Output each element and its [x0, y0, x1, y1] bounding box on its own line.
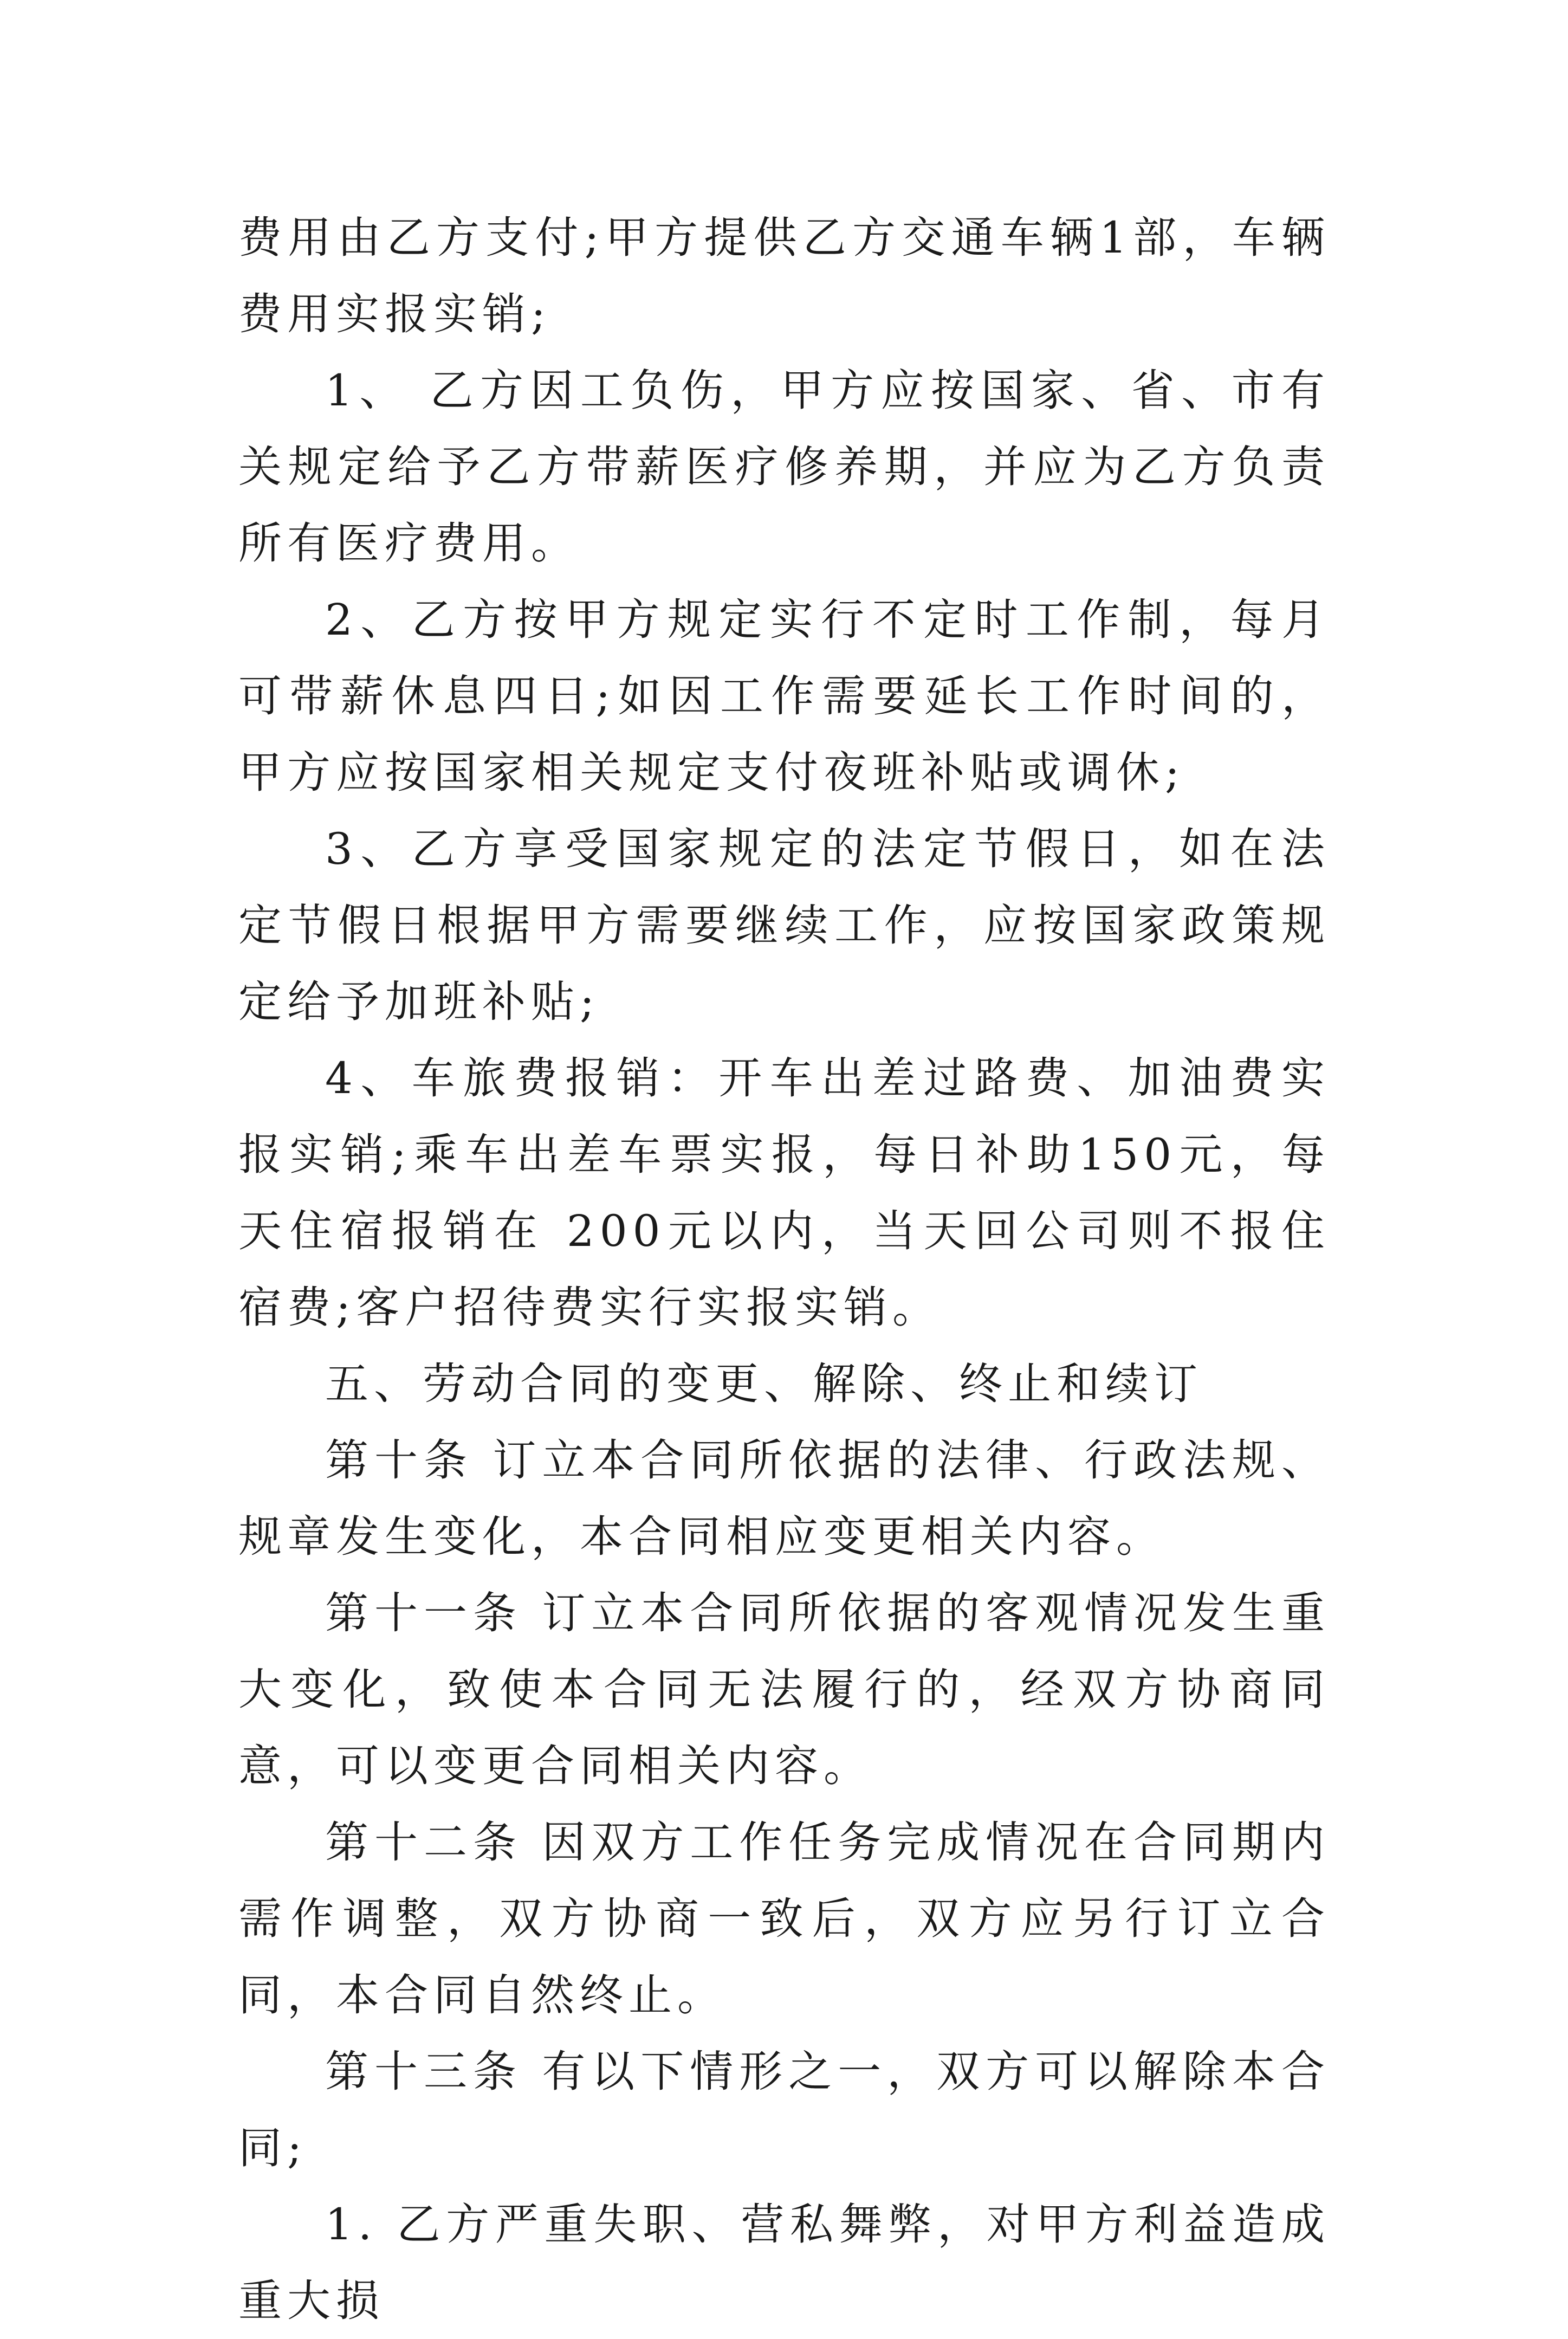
article-13-item-1: 1. 乙方严重失职、营私舞弊，对甲方利益造成重大损 — [238, 2199, 1330, 2326]
paragraph-item-3: 3、乙方享受国家规定的法定节假日，如在法定节假日根据甲方需要继续工作，应按国家政策规定给予加班补贴; — [238, 824, 1330, 1027]
article-12: 第十二条 因双方工作任务完成情况在合同期内需作调整，双方协商一致后，双方应另行订立合同，本合同自然终止。 — [238, 1817, 1330, 2020]
document-body — [238, 199, 1330, 2339]
section-heading-5: 五、劳动合同的变更、解除、终止和续订 — [325, 1359, 1203, 1409]
article-11: 第十一条 订立本合同所依据的客观情况发生重大变化，致使本合同无法履行的，经双方协商同意，可以变更合同相关内容。 — [238, 1588, 1330, 1791]
article-10: 第十条 订立本合同所依据的法律、行政法规、规章发生变化，本合同相应变更相关内容。 — [238, 1435, 1330, 1562]
article-13: 第十三条 有以下情形之一，双方可以解除本合同; — [238, 2046, 1330, 2173]
paragraph-item-1: 1、 乙方因工负伤，甲方应按国家、省、市有关规定给予乙方带薪医疗修养期，并应为乙方负责所有医疗费用。 — [238, 365, 1330, 568]
paragraph-continuation: 费用由乙方支付;甲方提供乙方交通车辆1部，车辆费用实报实销; — [238, 212, 1330, 339]
paragraph-item-2: 2、乙方按甲方规定实行不定时工作制，每月可带薪休息四日;如因工作需要延长工作时间的，甲方应按国家相关规定支付夜班补贴或调休; — [238, 595, 1330, 798]
paragraph-item-4: 4、车旅费报销：开车出差过路费、加油费实报实销;乘车出差车票实报，每日补助150元，每天住宿报销在 200元以内，当天回公司则不报住宿费;客户招待费实行实报实销。 — [238, 1053, 1330, 1333]
